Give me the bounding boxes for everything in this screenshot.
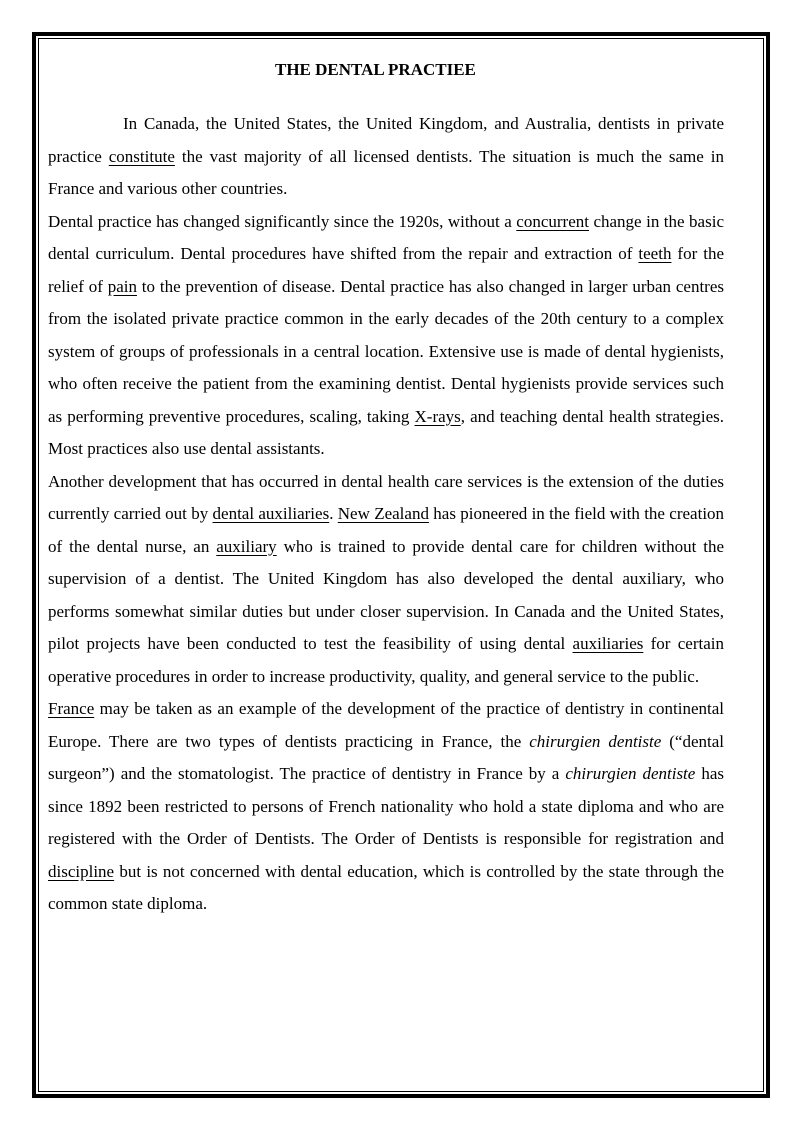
- paragraph-2: [48, 206, 724, 466]
- link-auxiliaries[interactable]: auxiliaries: [572, 634, 644, 653]
- text-run: to the prevention of disease. Dental practice has also changed in larger urban centres from the isolated private practice common in the early decades of the 20th century to a complex system of groups of professionals in a central location. Extensive use is made of dental hygienists, who often receive the patient from the examining dentist. Dental hygienists provide services such as performing preventive procedures, scaling, taking: [48, 276, 724, 426]
- link-concurrent[interactable]: concurrent: [516, 211, 589, 231]
- paragraph-1: [48, 108, 724, 206]
- text-run: the vast majority of all licensed dentists. The situation is much the same in France and various other countries.: [48, 146, 724, 198]
- link-teeth[interactable]: teeth: [638, 244, 672, 263]
- text-run: .: [329, 504, 338, 523]
- text-run: has pioneered in the field with the creation of the dental nurse, an: [48, 504, 725, 556]
- text-run: for certain operative procedures in order to increase productivity, quality, and general service to the public.: [48, 634, 724, 686]
- text-run: Dental practice has changed significantly since the 1920s, without a: [48, 211, 517, 231]
- text-run: , and teaching dental health strategies. Most practices also use dental assistants.: [48, 406, 724, 458]
- text-run: who is trained to provide dental care for children without the supervision of a dentist. The United Kingdom has also developed the dental auxiliary, who performs somewhat similar duties but under closer supervision. In Canada and the United States, pilot projects have been conducted to test the feasibility of using dental: [48, 536, 724, 653]
- text-run: may be taken as an example of the development of the practice of dentistry in continental Europe. There are two types of dentists practicing in France, the: [48, 699, 724, 751]
- text-run: (“dental surgeon”) and the stomatologist. The practice of dentistry in France by a: [48, 731, 725, 783]
- text-run: for the relief of: [48, 244, 724, 296]
- document-title: THE DENTAL PRACTIEE: [275, 60, 476, 79]
- paragraph-4: [48, 693, 724, 921]
- text-run: Another development that has occurred in dental health care services is the extension of the duties currently carried out by: [48, 471, 724, 523]
- text-run: In Canada, the United States, the United Kingdom, and Australia, dentists in private practice: [48, 114, 724, 166]
- italic-term: chirurgien dentiste: [565, 764, 696, 783]
- italic-term: chirurgien dentiste: [529, 731, 662, 751]
- link-new-zealand[interactable]: New Zealand: [337, 504, 429, 523]
- link-pain[interactable]: pain: [107, 276, 137, 296]
- link-discipline[interactable]: discipline: [48, 861, 115, 881]
- link-france[interactable]: France: [48, 699, 95, 718]
- paragraph-3: [48, 466, 724, 694]
- text-run: has since 1892 been restricted to persons of French nationality who hold a state diploma and who are registered with the Order of Dentists. The Order of Dentists is responsible for registration and: [48, 764, 724, 848]
- link-auxiliary[interactable]: auxiliary: [216, 536, 277, 556]
- link-constitute[interactable]: constitute: [108, 146, 175, 166]
- link-dental-auxiliaries[interactable]: dental auxiliaries: [212, 504, 330, 523]
- document-body: [48, 54, 724, 921]
- text-run: change in the basic dental curriculum. Dental procedures have shifted from the repair and extraction of: [48, 211, 724, 263]
- link-x-rays[interactable]: X-rays: [414, 406, 461, 426]
- text-run: but is not concerned with dental education, which is controlled by the state through the common state diploma.: [48, 861, 724, 913]
